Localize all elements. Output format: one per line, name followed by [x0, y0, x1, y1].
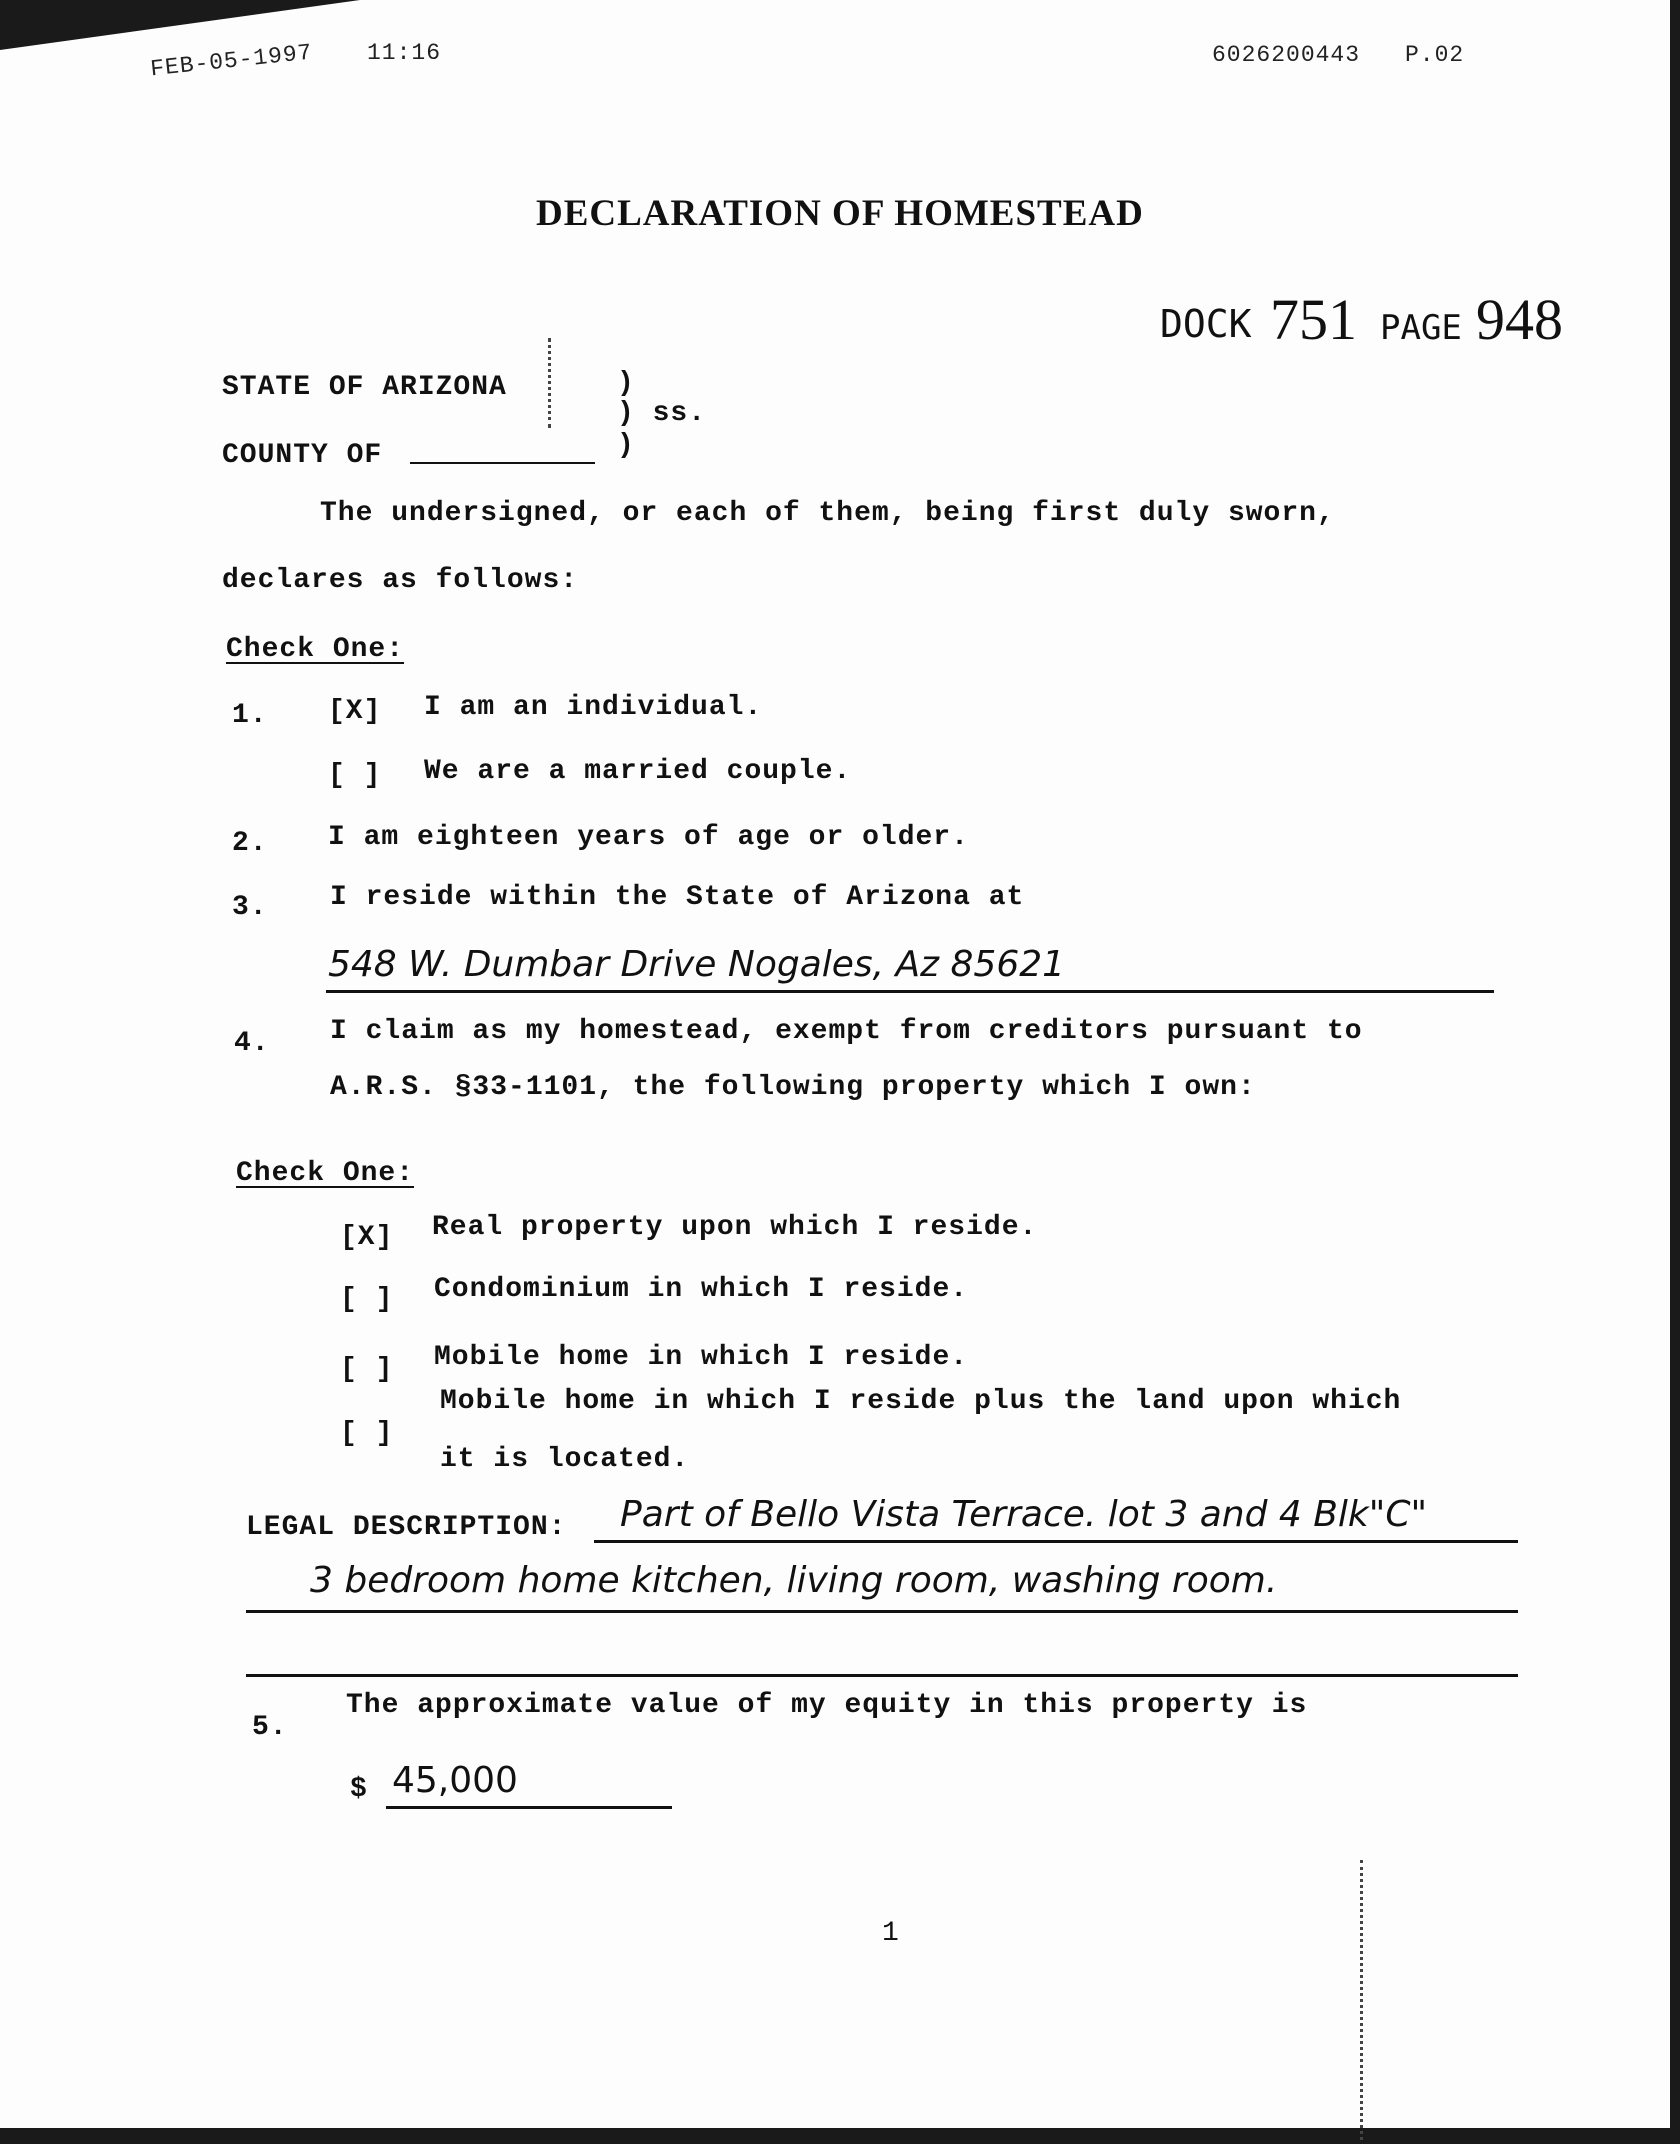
intro-line-2: declares as follows:	[222, 565, 579, 596]
item1-option-b-text: We are a married couple.	[424, 756, 852, 787]
fax-number: 6026200443	[1212, 42, 1361, 68]
item3-number: 3.	[232, 892, 268, 923]
property-option-4-checkbox[interactable]: [ ]	[340, 1418, 394, 1449]
venue-paren-1: )	[617, 368, 635, 399]
county-blank-line	[410, 462, 595, 464]
fax-time: 11:16	[367, 40, 442, 66]
check-one-heading-1: Check One:	[226, 634, 405, 665]
check-one-heading-2: Check One:	[236, 1158, 415, 1189]
page-number-stamp: 948	[1476, 287, 1563, 352]
page-label: PAGE	[1380, 308, 1462, 348]
intro-line-1: The undersigned, or each of them, being first duly sworn,	[320, 498, 1335, 529]
legal-line-2-rule	[246, 1610, 1518, 1613]
state-line: STATE OF ARIZONA	[222, 372, 507, 403]
item3-text: I reside within the State of Arizona at	[330, 882, 1025, 913]
scan-edge-bottom	[0, 2128, 1680, 2144]
property-option-1-text: Real property upon which I reside.	[432, 1212, 1038, 1243]
fax-page: P.02	[1405, 42, 1465, 68]
property-option-4-text-line-2: it is located.	[440, 1444, 690, 1475]
property-option-4-text: Mobile home in which I reside plus the land upon which	[440, 1386, 1402, 1417]
item1-option-a-checkbox[interactable]: [X]	[328, 696, 382, 727]
property-option-2-checkbox[interactable]: [ ]	[340, 1284, 394, 1315]
page-number: 1	[882, 1918, 900, 1949]
legal-description-label: LEGAL DESCRIPTION:	[246, 1512, 567, 1543]
dock-label: DOCK	[1160, 302, 1252, 346]
item3-address-handwritten: 548 W. Dumbar Drive Nogales, Az 85621	[328, 944, 1066, 985]
item2-text: I am eighteen years of age or older.	[328, 822, 969, 853]
fax-date: FEB-05-1997	[149, 39, 314, 83]
item4-line-1: I claim as my homestead, exempt from creditors pursuant to	[330, 1016, 1363, 1047]
property-option-3-text: Mobile home in which I reside.	[434, 1342, 969, 1373]
legal-line-1-rule	[594, 1540, 1518, 1543]
item5-currency: $	[350, 1774, 368, 1805]
venue-paren-3: )	[617, 430, 635, 461]
legal-description-line-2: 3 bedroom home kitchen, living room, washing room.	[310, 1560, 1278, 1601]
property-option-3-checkbox[interactable]: [ ]	[340, 1354, 394, 1385]
item1-option-b-checkbox[interactable]: [ ]	[328, 760, 382, 791]
dock-number: 751	[1270, 287, 1357, 352]
item4-line-2: A.R.S. §33-1101, the following property which I own:	[330, 1072, 1256, 1103]
item2-number: 2.	[232, 828, 268, 859]
item5-text: The approximate value of my equity in this property is	[346, 1690, 1308, 1721]
property-option-1-checkbox[interactable]: [X]	[340, 1222, 394, 1253]
item5-value-handwritten: 45,000	[392, 1760, 518, 1801]
legal-line-3-rule	[246, 1674, 1518, 1677]
item5-number: 5.	[252, 1712, 288, 1743]
value-underline	[386, 1806, 672, 1809]
scan-edge-right	[1670, 0, 1680, 2144]
item1-number: 1.	[232, 700, 268, 731]
item1-option-a-text: I am an individual.	[424, 692, 763, 723]
item4-number: 4.	[234, 1028, 270, 1059]
county-label: COUNTY OF	[222, 440, 383, 471]
dotted-margin-mark	[548, 338, 551, 428]
property-option-2-text: Condominium in which I reside.	[434, 1274, 969, 1305]
legal-description-line-1: Part of Bello Vista Terrace. lot 3 and 4 Blk"C"	[620, 1494, 1428, 1535]
document-title: DECLARATION OF HOMESTEAD	[536, 193, 1144, 234]
venue-paren-2: ) ss.	[617, 398, 707, 429]
address-underline	[326, 990, 1494, 993]
dotted-margin-mark-bottom	[1360, 1860, 1363, 2140]
